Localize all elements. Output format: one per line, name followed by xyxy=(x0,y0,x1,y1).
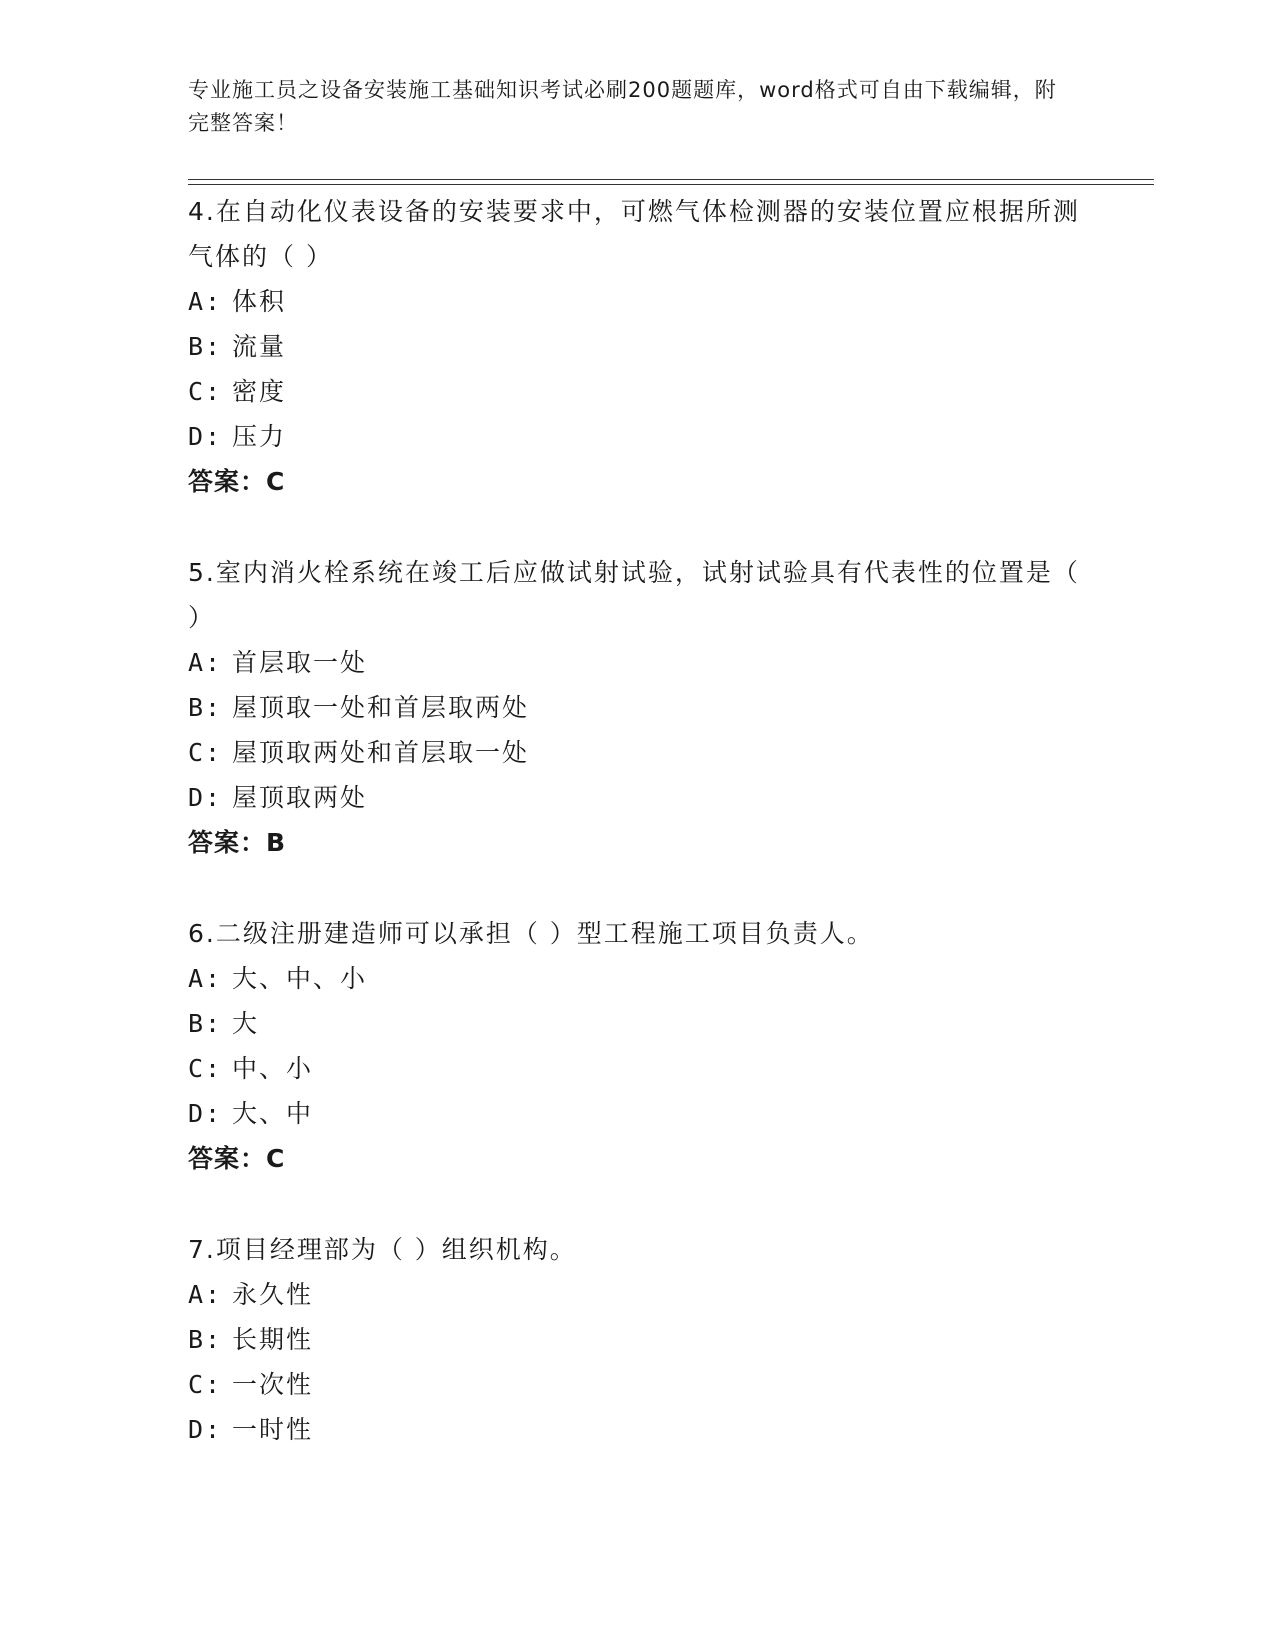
option-text: 压力 xyxy=(232,422,287,451)
answer-option xyxy=(188,730,1088,775)
document-title: 专业施工员之设备安装施工基础知识考试必刷200题题库，word格式可自由下载编辑，附完整答案！ xyxy=(188,78,1057,135)
answer-key: 答案：B xyxy=(188,828,287,857)
option-text: 大 xyxy=(232,1009,260,1038)
answer-option xyxy=(188,1091,1088,1136)
question-item xyxy=(188,189,1088,504)
option-letter: A: xyxy=(188,1280,223,1309)
option-text: 中、小 xyxy=(232,1054,314,1083)
option-letter: A: xyxy=(188,287,223,316)
option-text: 一次性 xyxy=(232,1370,314,1399)
divider-line xyxy=(188,179,1154,180)
option-text: 长期性 xyxy=(232,1325,314,1354)
option-text: 大、中 xyxy=(232,1099,314,1128)
answer-option xyxy=(188,956,1088,1001)
question-stem: 4.在自动化仪表设备的安装要求中，可燃气体检测器的安装位置应根据所测气体的（ ） xyxy=(188,197,1080,271)
answer-key: 答案：C xyxy=(188,1144,286,1173)
question-item xyxy=(188,911,1088,1181)
answer-option xyxy=(188,1001,1088,1046)
divider-line xyxy=(188,184,1154,185)
answer-option xyxy=(188,640,1088,685)
answer-option xyxy=(188,279,1088,324)
question-stem: 5.室内消火栓系统在竣工后应做试射试验，试射试验具有代表性的位置是（ ） xyxy=(188,558,1080,632)
question-item xyxy=(188,550,1088,865)
answer-key: 答案：C xyxy=(188,467,286,496)
question-stem: 7.项目经理部为（ ）组织机构。 xyxy=(188,1235,577,1264)
option-text: 屋顶取一处和首层取两处 xyxy=(232,693,530,722)
option-text: 密度 xyxy=(232,377,287,406)
question-stem: 6.二级注册建造师可以承担（ ）型工程施工项目负责人。 xyxy=(188,919,874,948)
option-letter: B: xyxy=(188,693,223,722)
option-letter: C: xyxy=(188,1054,223,1083)
option-text: 屋顶取两处 xyxy=(232,783,368,812)
answer-option xyxy=(188,685,1088,730)
answer-option xyxy=(188,1046,1088,1091)
option-text: 屋顶取两处和首层取一处 xyxy=(232,738,530,767)
option-text: 一时性 xyxy=(232,1415,314,1444)
option-letter: C: xyxy=(188,377,223,406)
question-item xyxy=(188,1227,1088,1452)
answer-option xyxy=(188,1317,1088,1362)
answer-option xyxy=(188,1272,1088,1317)
option-letter: B: xyxy=(188,1325,223,1354)
answer-option xyxy=(188,1362,1088,1407)
option-letter: D: xyxy=(188,1415,223,1444)
option-text: 永久性 xyxy=(232,1280,314,1309)
option-letter: A: xyxy=(188,648,223,677)
option-letter: A: xyxy=(188,964,223,993)
option-text: 大、中、小 xyxy=(232,964,368,993)
option-letter: B: xyxy=(188,332,223,361)
answer-option xyxy=(188,324,1088,369)
answer-option xyxy=(188,1407,1088,1452)
option-text: 首层取一处 xyxy=(232,648,368,677)
answer-option xyxy=(188,775,1088,820)
option-letter: D: xyxy=(188,1099,223,1128)
option-text: 流量 xyxy=(232,332,287,361)
option-letter: D: xyxy=(188,783,223,812)
option-letter: C: xyxy=(188,738,223,767)
option-letter: C: xyxy=(188,1370,223,1399)
option-letter: D: xyxy=(188,422,223,451)
question-list xyxy=(188,189,1088,1498)
answer-option xyxy=(188,369,1088,414)
answer-option xyxy=(188,414,1088,459)
option-text: 体积 xyxy=(232,287,287,316)
option-letter: B: xyxy=(188,1009,223,1038)
